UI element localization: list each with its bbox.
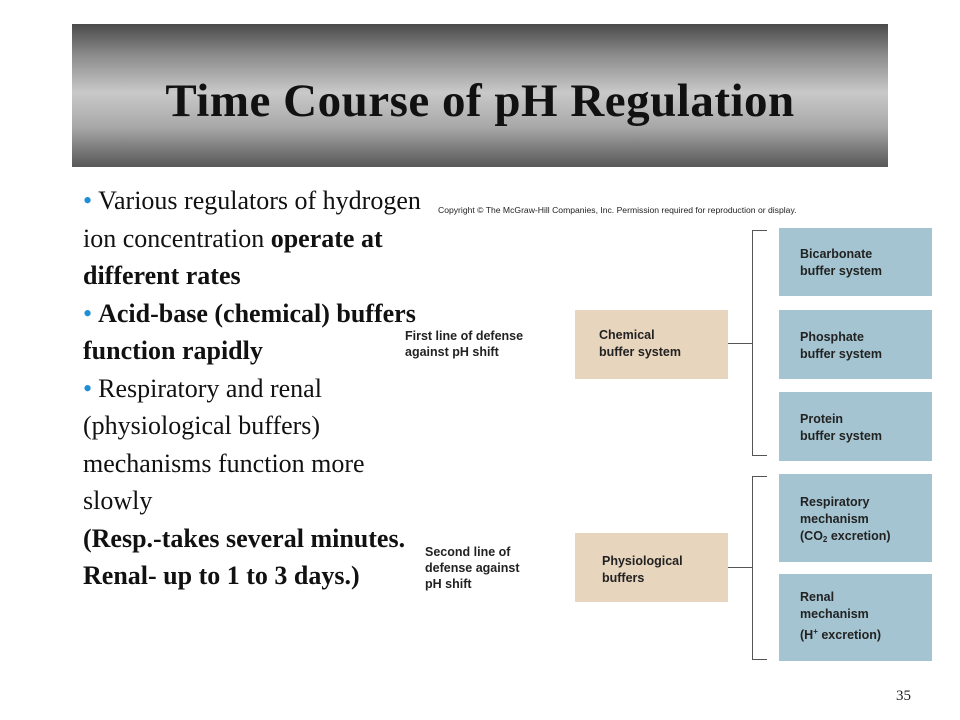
physiological-buffer-label bbox=[602, 553, 683, 587]
first-line-label bbox=[405, 328, 523, 360]
physiological-bracket-bottom bbox=[752, 659, 767, 660]
physiological-label-2: buffers bbox=[602, 571, 645, 585]
chemical-bracket bbox=[752, 230, 753, 456]
bullet-2-text: Acid-base (chemical) buffers function rapidly bbox=[83, 298, 416, 365]
bullet-dot-icon: • bbox=[83, 186, 93, 215]
bullet-3-renal: Renal- up to 1 to 3 days.) bbox=[83, 561, 360, 590]
first-line-label-2: against pH shift bbox=[405, 345, 499, 359]
respiratory-label-1: Respiratory bbox=[800, 495, 870, 509]
phosphate-label-1: Phosphate bbox=[800, 330, 864, 344]
copyright-notice: Copyright © The McGraw-Hill Companies, Inc. Permission required for reproduction or display. bbox=[438, 205, 797, 215]
bicarbonate-buffer-label bbox=[800, 246, 882, 280]
chemical-label-2: buffer system bbox=[599, 345, 681, 359]
renal-mechanism-label bbox=[800, 589, 881, 644]
respiratory-label-3b: excretion) bbox=[827, 529, 891, 543]
bicarbonate-label-2: buffer system bbox=[800, 264, 882, 278]
renal-label-3 bbox=[800, 623, 881, 644]
first-line-label-1: First line of defense bbox=[405, 329, 524, 343]
co2-subscript: 2 bbox=[822, 535, 828, 544]
protein-buffer-label bbox=[800, 411, 882, 445]
bullet-3 bbox=[83, 370, 423, 520]
protein-label-1: Protein bbox=[800, 412, 844, 426]
second-line-label-2: defense against bbox=[425, 561, 520, 575]
bullet-list bbox=[83, 182, 423, 595]
h-plus-superscript: + bbox=[813, 627, 818, 636]
renal-label-3b: excretion) bbox=[817, 628, 882, 642]
second-line-label-3: pH shift bbox=[425, 577, 472, 591]
respiratory-label-3a: (CO bbox=[800, 529, 823, 543]
second-line-label bbox=[425, 544, 519, 592]
phosphate-label-2: buffer system bbox=[800, 347, 882, 361]
bullet-2 bbox=[83, 295, 423, 370]
respiratory-mechanism-label bbox=[800, 494, 891, 548]
physiological-bracket-top bbox=[752, 476, 767, 477]
bullet-dot-icon: • bbox=[83, 373, 93, 403]
renal-label-2: mechanism bbox=[800, 607, 869, 621]
respiratory-label-2: mechanism bbox=[800, 512, 869, 526]
physiological-bracket bbox=[752, 476, 753, 660]
page-title: Time Course of pH Regulation bbox=[165, 75, 795, 127]
bullet-3-text: Respiratory and renal (physiological buffers) mechanisms function more slowly bbox=[83, 373, 365, 515]
bullet-dot-icon: • bbox=[83, 298, 93, 328]
chemical-label-1: Chemical bbox=[599, 328, 655, 342]
renal-label-3a: (H bbox=[800, 628, 814, 642]
bicarbonate-label-1: Bicarbonate bbox=[800, 247, 873, 261]
renal-label-1: Renal bbox=[800, 590, 835, 604]
bullet-3-resp: (Resp.-takes several minutes. bbox=[83, 523, 406, 553]
bullet-1 bbox=[83, 182, 423, 295]
chemical-buffer-label bbox=[599, 327, 681, 361]
bullet-1-text: Various regulators of hydrogen ion concentration bbox=[83, 186, 421, 253]
chemical-bracket-top bbox=[752, 230, 767, 231]
physiological-label-1: Physiological bbox=[602, 554, 683, 568]
chemical-connector bbox=[728, 343, 752, 344]
second-line-label-1: Second line of bbox=[425, 545, 511, 559]
page-number: 35 bbox=[896, 688, 911, 704]
respiratory-label-3 bbox=[800, 528, 891, 548]
physiological-connector bbox=[728, 567, 752, 568]
protein-label-2: buffer system bbox=[800, 429, 882, 443]
phosphate-buffer-label bbox=[800, 329, 882, 363]
bullet-1-bold: operate at different rates bbox=[83, 223, 383, 290]
chemical-bracket-bottom bbox=[752, 455, 767, 456]
